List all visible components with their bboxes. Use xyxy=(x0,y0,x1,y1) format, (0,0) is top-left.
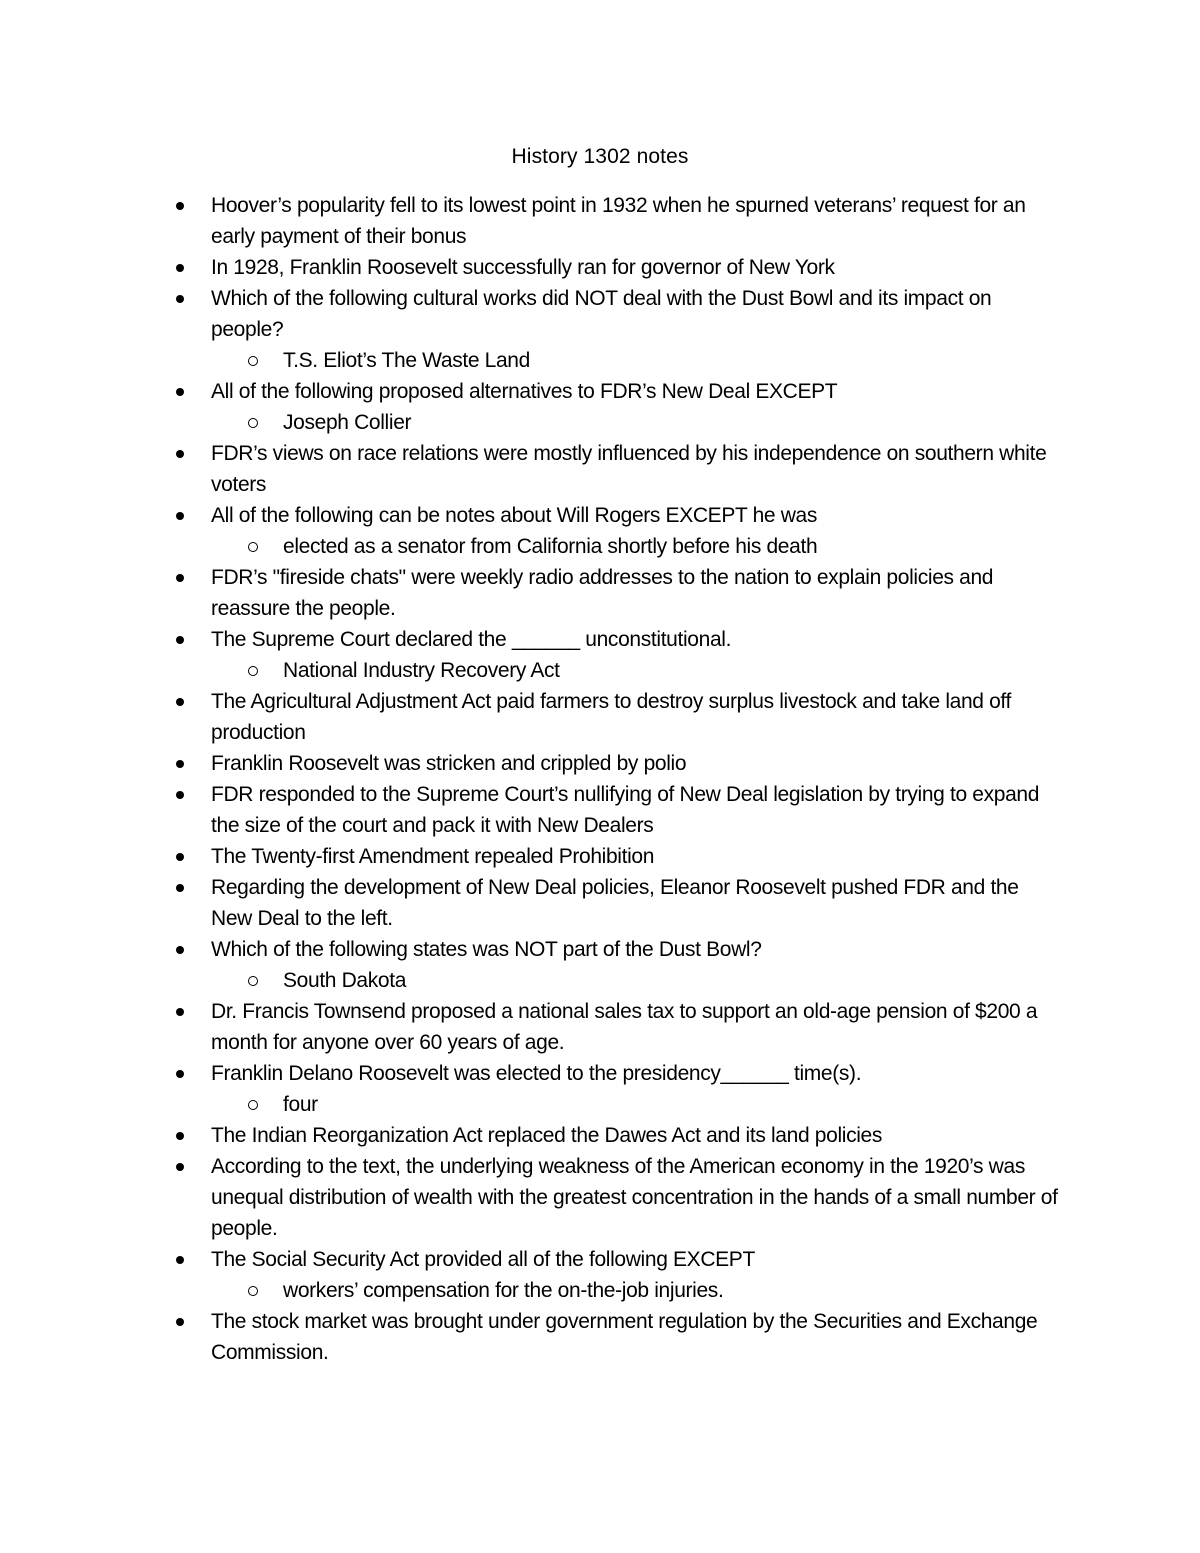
note-item xyxy=(0,283,1200,345)
bullet-icon xyxy=(176,1256,184,1264)
bullet-icon xyxy=(176,264,184,272)
answer-text: elected as a senator from California shortly before his death xyxy=(283,535,818,558)
answer-text: National Industry Recovery Act xyxy=(283,659,560,682)
answer-item xyxy=(0,655,1200,686)
answer-item xyxy=(0,1089,1200,1120)
note-text: Which of the following cultural works did NOT deal with the Dust Bowl and its impact on people? xyxy=(211,287,992,341)
hollow-bullet-icon xyxy=(248,542,258,552)
note-item xyxy=(0,252,1200,283)
bullet-icon xyxy=(176,853,184,861)
notes-list xyxy=(0,190,1200,1368)
note-text: The Twenty-first Amendment repealed Prohibition xyxy=(211,845,655,868)
answer-text: Joseph Collier xyxy=(283,411,412,434)
bullet-icon xyxy=(176,1070,184,1078)
answer-text: South Dakota xyxy=(283,969,407,992)
note-item xyxy=(0,934,1200,965)
answer-text: workers’ compensation for the on-the-job injuries. xyxy=(283,1279,724,1302)
note-text: Regarding the development of New Deal policies, Eleanor Roosevelt pushed FDR and the New Deal to the left. xyxy=(211,876,1019,930)
note-item xyxy=(0,686,1200,748)
bullet-icon xyxy=(176,388,184,396)
note-item xyxy=(0,748,1200,779)
bullet-icon xyxy=(176,636,184,644)
note-text: The Agricultural Adjustment Act paid farmers to destroy surplus livestock and take land off production xyxy=(211,690,1012,744)
note-text: Dr. Francis Townsend proposed a national sales tax to support an old-age pension of $200 a month for anyone over 60 years of age. xyxy=(211,1000,1038,1054)
answer-text: T.S. Eliot’s The Waste Land xyxy=(283,349,530,372)
note-item xyxy=(0,500,1200,531)
note-text: The stock market was brought under government regulation by the Securities and Exchange Commission. xyxy=(211,1310,1038,1364)
note-item xyxy=(0,190,1200,252)
note-item xyxy=(0,1306,1200,1368)
note-item xyxy=(0,1120,1200,1151)
note-item xyxy=(0,841,1200,872)
bullet-icon xyxy=(176,202,184,210)
hollow-bullet-icon xyxy=(248,976,258,986)
bullet-icon xyxy=(176,512,184,520)
hollow-bullet-icon xyxy=(248,1286,258,1296)
note-text: The Indian Reorganization Act replaced the Dawes Act and its land policies xyxy=(211,1124,883,1147)
answer-item xyxy=(0,345,1200,376)
note-text: In 1928, Franklin Roosevelt successfully ran for governor of New York xyxy=(211,256,835,279)
note-item xyxy=(0,872,1200,934)
hollow-bullet-icon xyxy=(248,1100,258,1110)
hollow-bullet-icon xyxy=(248,356,258,366)
note-item xyxy=(0,624,1200,655)
hollow-bullet-icon xyxy=(248,666,258,676)
note-item xyxy=(0,1151,1200,1244)
note-text: All of the following can be notes about Will Rogers EXCEPT he was xyxy=(211,504,818,527)
bullet-icon xyxy=(176,295,184,303)
bullet-icon xyxy=(176,884,184,892)
answer-item xyxy=(0,531,1200,562)
note-text: FDR’s views on race relations were mostly influenced by his independence on southern white voters xyxy=(211,442,1047,496)
note-item xyxy=(0,779,1200,841)
page-title: History 1302 notes xyxy=(511,145,689,168)
bullet-icon xyxy=(176,1008,184,1016)
note-item xyxy=(0,996,1200,1058)
note-text: Which of the following states was NOT part of the Dust Bowl? xyxy=(211,938,762,961)
note-text: All of the following proposed alternatives to FDR’s New Deal EXCEPT xyxy=(211,380,838,403)
note-text: The Supreme Court declared the ______ unconstitutional. xyxy=(211,628,732,651)
answer-item xyxy=(0,407,1200,438)
bullet-icon xyxy=(176,760,184,768)
note-text: According to the text, the underlying weakness of the American economy in the 1920’s was unequal distribution of wealth with the greatest concentration in the hands of a small number of people. xyxy=(211,1155,1058,1240)
bullet-icon xyxy=(176,791,184,799)
note-text: FDR responded to the Supreme Court’s nullifying of New Deal legislation by trying to expand the size of the court and pack it with New Dealers xyxy=(211,783,1040,837)
note-text: The Social Security Act provided all of the following EXCEPT xyxy=(211,1248,755,1271)
note-item xyxy=(0,438,1200,500)
note-text: FDR’s "fireside chats" were weekly radio addresses to the nation to explain policies and reassure the people. xyxy=(211,566,994,620)
note-item xyxy=(0,376,1200,407)
answer-item xyxy=(0,1275,1200,1306)
bullet-icon xyxy=(176,574,184,582)
note-text: Hoover’s popularity fell to its lowest point in 1932 when he spurned veterans’ request for an early payment of their bonus xyxy=(211,194,1026,248)
answer-text: four xyxy=(283,1093,318,1116)
note-item xyxy=(0,1058,1200,1089)
bullet-icon xyxy=(176,450,184,458)
note-text: Franklin Delano Roosevelt was elected to the presidency______ time(s). xyxy=(211,1062,862,1085)
bullet-icon xyxy=(176,946,184,954)
bullet-icon xyxy=(176,1318,184,1326)
note-item xyxy=(0,1244,1200,1275)
answer-item xyxy=(0,965,1200,996)
bullet-icon xyxy=(176,698,184,706)
bullet-icon xyxy=(176,1132,184,1140)
bullet-icon xyxy=(176,1163,184,1171)
note-item xyxy=(0,562,1200,624)
note-text: Franklin Roosevelt was stricken and crippled by polio xyxy=(211,752,687,775)
hollow-bullet-icon xyxy=(248,418,258,428)
